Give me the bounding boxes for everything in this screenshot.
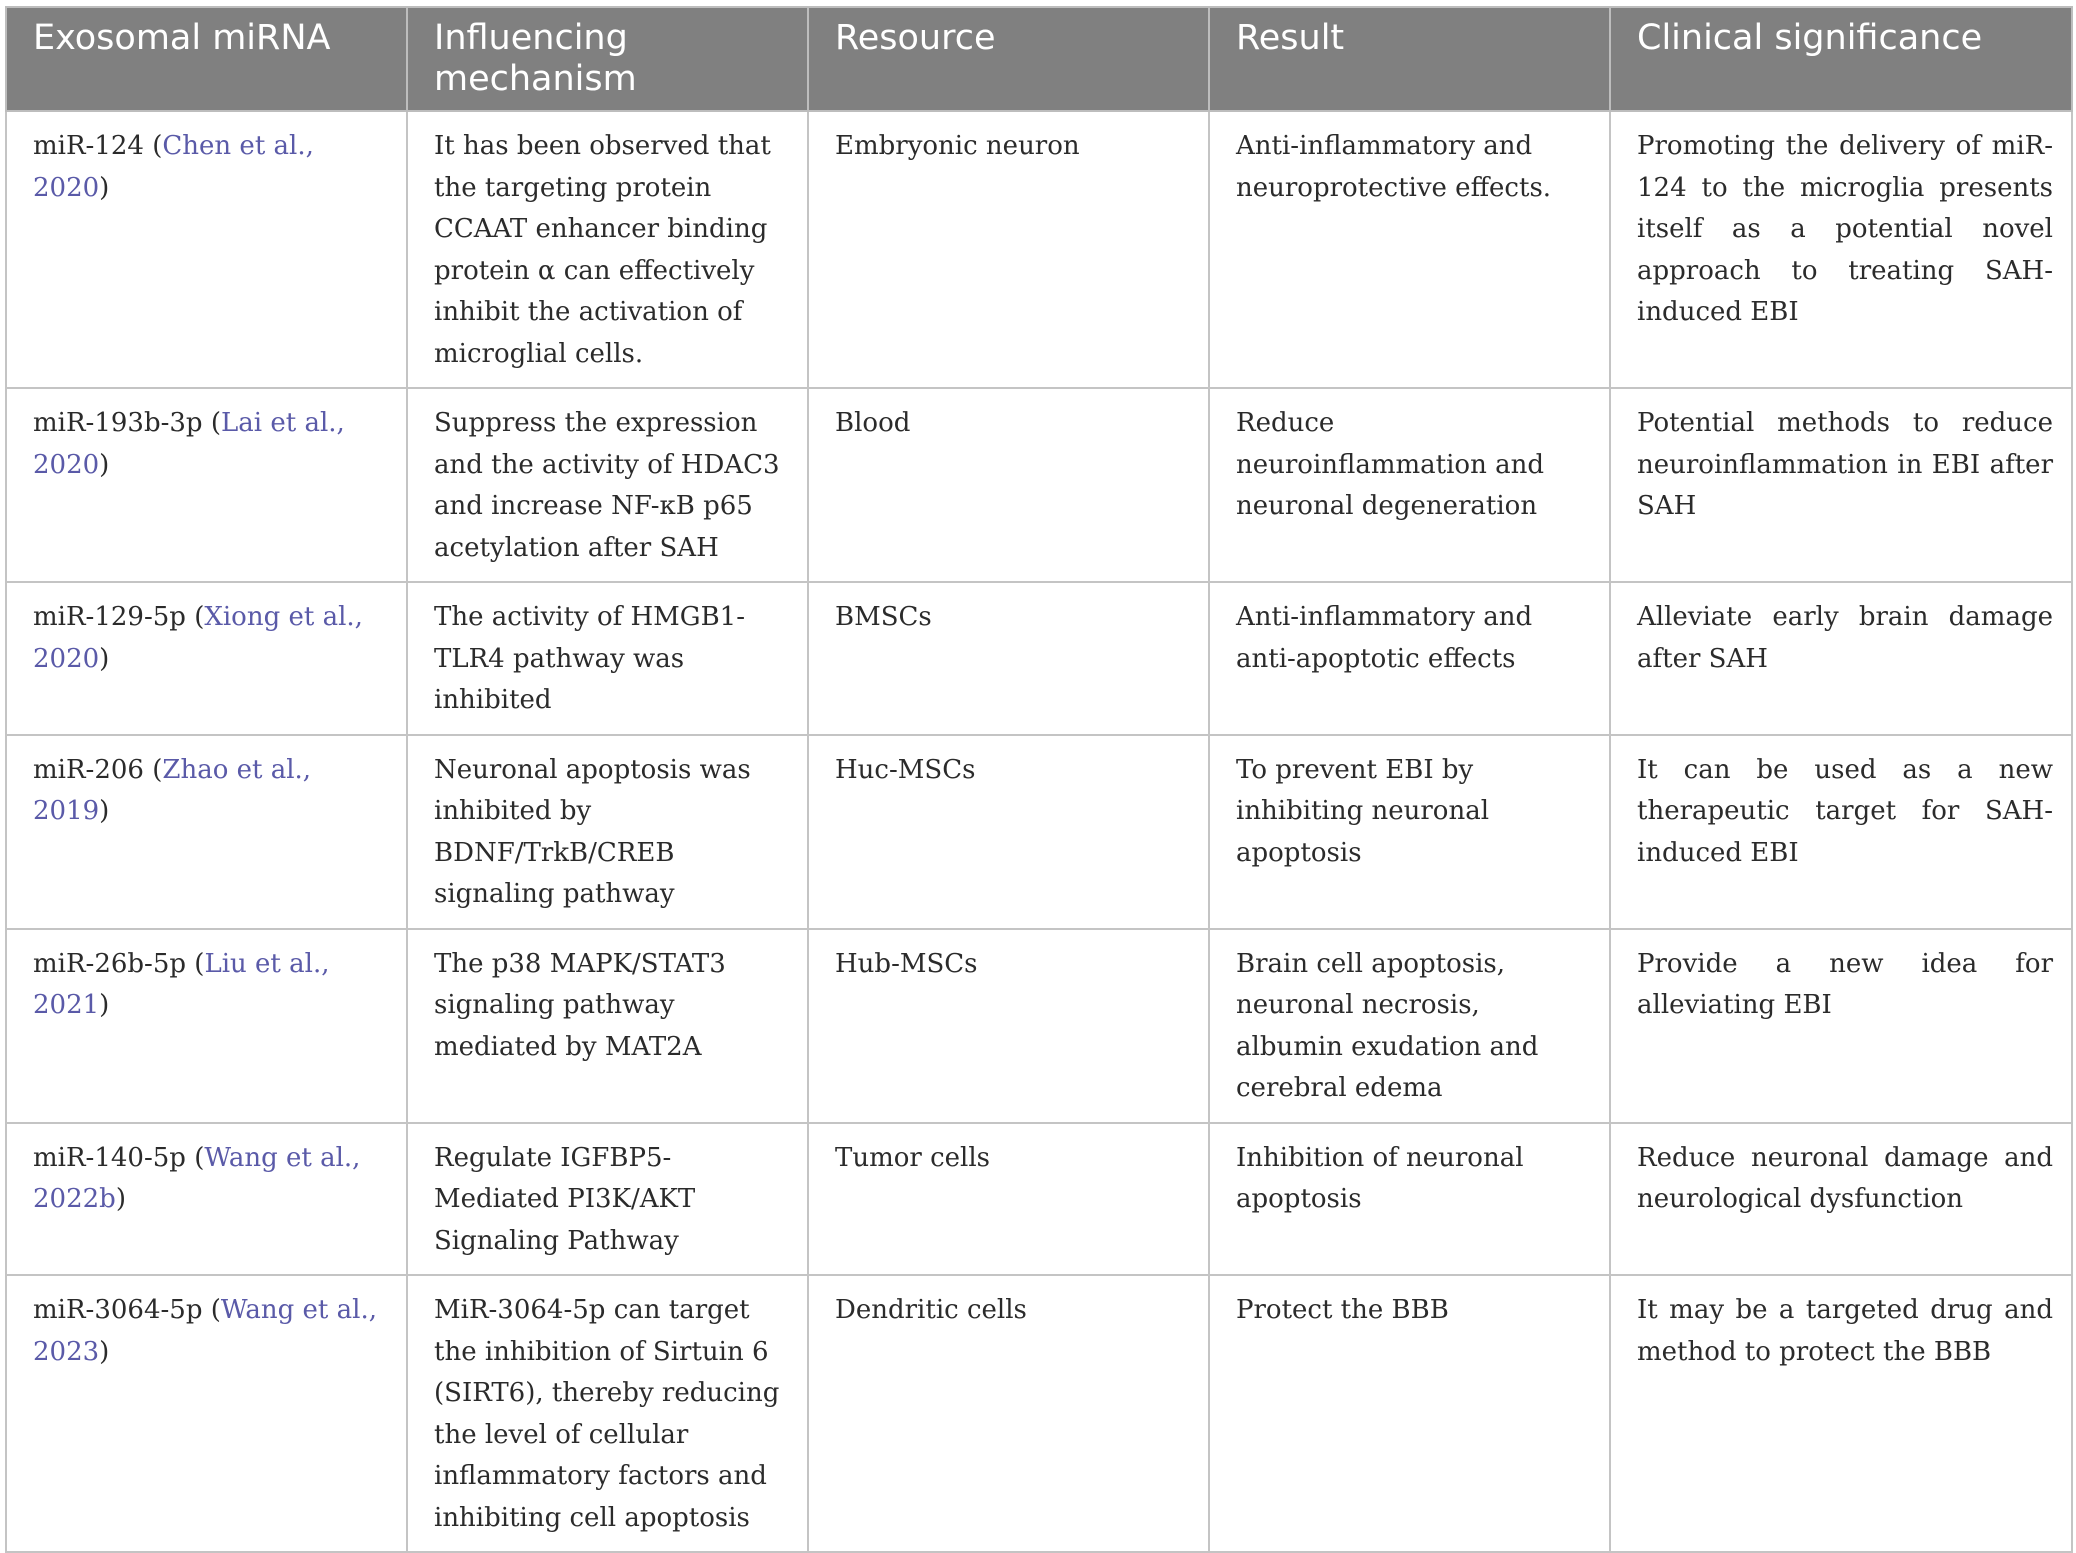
table-row: [6, 1275, 2072, 1552]
paren-close: ): [99, 449, 110, 480]
mirna-name: miR-140-5p: [33, 1142, 186, 1173]
result-cell: Anti-inflammatory and neuroprotective effects.: [1209, 111, 1610, 388]
resource-cell: BMSCs: [808, 582, 1209, 735]
citation-author-link[interactable]: Zhao et al.,: [162, 754, 312, 785]
significance-cell: It may be a targeted drug and method to protect the BBB: [1610, 1275, 2072, 1552]
paren-open: (: [143, 131, 163, 161]
header-row: [6, 7, 2072, 111]
citation-year-link[interactable]: 2023: [33, 1336, 100, 1367]
result-cell: Inhibition of neuronal apoptosis: [1209, 1123, 1610, 1276]
paren-open: (: [186, 948, 205, 979]
significance-cell: Reduce neuronal damage and neurological dysfunction: [1610, 1123, 2072, 1276]
paren-open: (: [202, 1295, 221, 1325]
table-row: [6, 582, 2072, 735]
table-header: [6, 7, 2072, 111]
citation-year-link[interactable]: 2019: [33, 796, 100, 826]
table-row: [6, 388, 2072, 582]
paren-open: (: [143, 754, 163, 785]
mirna-name: miR-193b-3p: [33, 408, 203, 438]
paren-close: ): [99, 1336, 110, 1367]
resource-cell: Blood: [808, 388, 1209, 582]
significance-cell: Potential methods to reduce neuroinflammation in EBI after SAH: [1610, 388, 2072, 582]
result-cell: Anti-inflammatory and anti-apoptotic effects: [1209, 582, 1610, 735]
citation-year-link[interactable]: 2020: [33, 172, 100, 203]
citation-author-link[interactable]: Chen et al.,: [162, 131, 314, 161]
significance-cell: Alleviate early brain damage after SAH: [1610, 582, 2072, 735]
header-result: Result: [1209, 7, 1610, 111]
mirna-name: miR-26b-5p: [33, 948, 187, 979]
result-cell: Reduce neuroinflammation and neuronal degeneration: [1209, 388, 1610, 582]
paren-close: ): [99, 796, 110, 826]
header-influencing-mechanism: Influencing mechanism: [407, 7, 808, 111]
mechanism-cell: Suppress the expression and the activity of HDAC3 and increase NF-κB p65 acetylation after SAH: [407, 388, 808, 582]
table-row: [6, 735, 2072, 929]
header-exosomal-mirna: Exosomal miRNA: [6, 7, 407, 111]
exosomal-mirna-table: [5, 6, 2073, 1553]
mechanism-cell: Neuronal apoptosis was inhibited by BDNF/TrkB/CREB signaling pathway: [407, 735, 808, 929]
result-cell: Brain cell apoptosis, neuronal necrosis, albumin exudation and cerebral edema: [1209, 929, 1610, 1123]
resource-cell: Embryonic neuron: [808, 111, 1209, 388]
mechanism-cell: The activity of HMGB1-TLR4 pathway was inhibited: [407, 582, 808, 735]
mechanism-cell: The p38 MAPK/STAT3 signaling pathway mediated by MAT2A: [407, 929, 808, 1123]
result-cell: To prevent EBI by inhibiting neuronal apoptosis: [1209, 735, 1610, 929]
mechanism-cell: MiR-3064-5p can target the inhibition of Sirtuin 6 (SIRT6), thereby reducing the level of cellular inflammatory factors and inhibiting cell apoptosis: [407, 1275, 808, 1552]
mirna-cell: [6, 111, 407, 388]
citation-author-link[interactable]: Xiong et al.,: [204, 602, 363, 632]
citation-author-link[interactable]: Wang et al.,: [220, 1295, 377, 1325]
citation-year-link[interactable]: 2022b: [33, 1184, 116, 1214]
mirna-cell: [6, 388, 407, 582]
resource-cell: Tumor cells: [808, 1123, 1209, 1276]
mirna-cell: [6, 929, 407, 1123]
table-row: [6, 1123, 2072, 1276]
significance-cell: Provide a new idea for alleviating EBI: [1610, 929, 2072, 1123]
paren-open: (: [202, 408, 221, 438]
resource-cell: Dendritic cells: [808, 1275, 1209, 1552]
paren-close: ): [99, 172, 110, 203]
paren-close: ): [99, 990, 110, 1020]
table-body: [6, 111, 2072, 1552]
table-row: [6, 929, 2072, 1123]
resource-cell: Huc-MSCs: [808, 735, 1209, 929]
mechanism-cell: It has been observed that the targeting protein CCAAT enhancer binding protein α can effectively inhibit the activation of microglial cells.: [407, 111, 808, 388]
mirna-name: miR-129-5p: [33, 602, 186, 632]
resource-cell: Hub-MSCs: [808, 929, 1209, 1123]
mirna-cell: [6, 582, 407, 735]
mirna-name: miR-124: [33, 131, 144, 161]
significance-cell: Promoting the delivery of miR-124 to the microglia presents itself as a potential novel approach to treating SAH-induced EBI: [1610, 111, 2072, 388]
citation-author-link[interactable]: Liu et al.,: [204, 948, 330, 979]
citation-author-link[interactable]: Wang et al.,: [204, 1142, 361, 1173]
paren-close: ): [99, 643, 110, 674]
paren-close: ): [115, 1184, 126, 1214]
citation-year-link[interactable]: 2020: [33, 643, 100, 674]
paren-open: (: [185, 602, 205, 632]
result-cell: Protect the BBB: [1209, 1275, 1610, 1552]
mechanism-cell: Regulate IGFBP5-Mediated PI3K/AKT Signaling Pathway: [407, 1123, 808, 1276]
mirna-cell: [6, 1123, 407, 1276]
citation-year-link[interactable]: 2020: [33, 449, 100, 480]
table-row: [6, 111, 2072, 388]
header-resource: Resource: [808, 7, 1209, 111]
exosomal-mirna-table-container: [5, 6, 2071, 1553]
paren-open: (: [185, 1142, 205, 1173]
header-clinical-significance: Clinical significance: [1610, 7, 2072, 111]
mirna-cell: [6, 735, 407, 929]
citation-year-link[interactable]: 2021: [33, 990, 100, 1020]
mirna-cell: [6, 1275, 407, 1552]
mirna-name: miR-3064-5p: [33, 1295, 203, 1325]
citation-author-link[interactable]: Lai et al.,: [221, 408, 345, 438]
mirna-name: miR-206: [33, 754, 144, 785]
significance-cell: It can be used as a new therapeutic target for SAH-induced EBI: [1610, 735, 2072, 929]
